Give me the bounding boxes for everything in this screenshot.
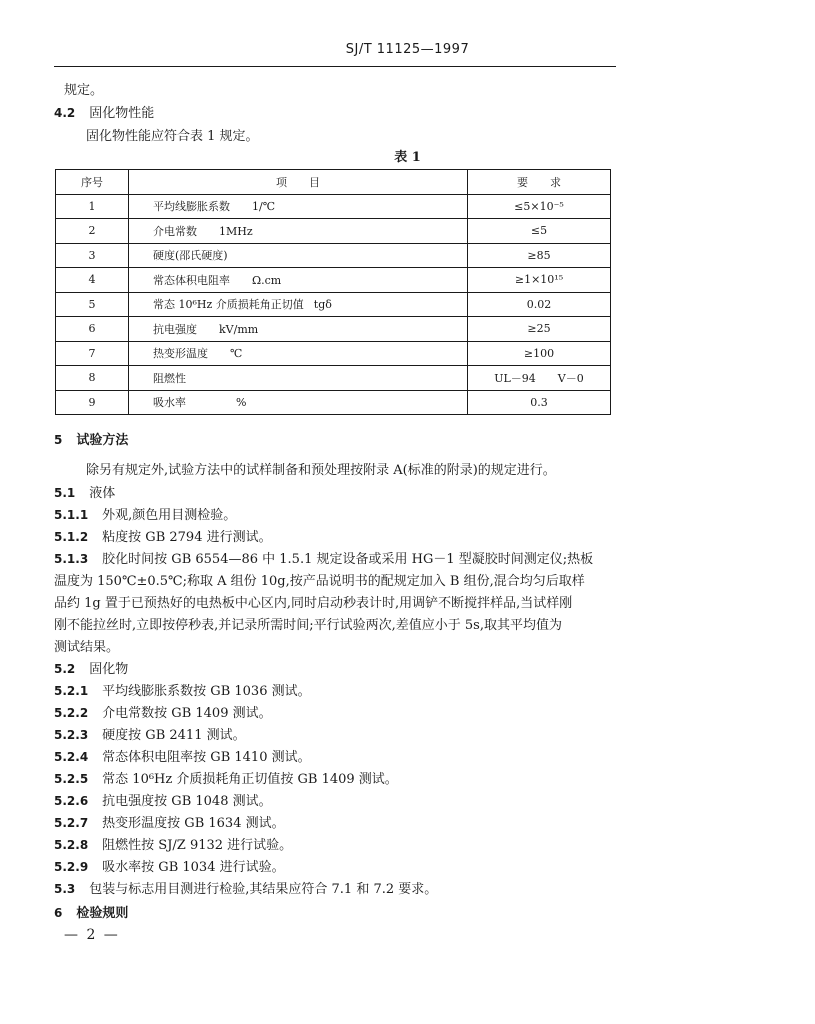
clause-text: 常态 10⁶Hz 介质损耗角正切值按 GB 1409 测试。 (102, 772, 398, 787)
row-number: 6 (56, 317, 129, 342)
header-cell: 序号 (56, 170, 129, 195)
table-header-row (56, 170, 611, 195)
section-title: 固化物性能 (89, 106, 155, 121)
clause-number: 5.1.2 (54, 530, 89, 544)
item-name: 常态体积电阻率 (153, 273, 230, 287)
clause-5-2-1 (54, 683, 311, 700)
section-title: 检验规则 (76, 906, 129, 921)
section-5-intro: 除另有规定外,试验方法中的试样制备和预处理按附录 A(标准的附录)的规定进行。 (86, 463, 556, 478)
clause-5-2-5 (54, 771, 398, 788)
clause-number: 5.3 (54, 882, 76, 896)
table-row (56, 268, 611, 293)
item-name: 常态 10⁶Hz 介质损耗角正切值 (153, 298, 304, 312)
row-requirement: ≤5×10⁻⁵ (468, 194, 611, 219)
section-6-heading (54, 905, 128, 922)
section-5-1-heading (54, 485, 115, 502)
row-requirement: ≥25 (468, 317, 611, 342)
row-requirement: ≥85 (468, 243, 611, 268)
table-row (56, 341, 611, 366)
clause-text-line: 品约 1g 置于已预热好的电热板中心区内,同时启动秒表计时,用调铲不断搅拌样品,当试样刚 (54, 596, 573, 611)
row-number: 9 (56, 390, 129, 415)
section-5-2-heading (54, 661, 128, 678)
row-item (129, 341, 468, 366)
item-name: 吸水率 (153, 396, 186, 410)
clause-5-3 (54, 881, 437, 898)
header-cell: 项 目 (129, 170, 468, 195)
row-item (129, 366, 468, 391)
row-requirement: 0.02 (468, 292, 611, 317)
row-requirement: ≤5 (468, 219, 611, 244)
row-item (129, 194, 468, 219)
page-number: — 2 — (64, 927, 120, 943)
section-number: 5.2 (54, 662, 76, 676)
row-number: 2 (56, 219, 129, 244)
row-requirement: 0.3 (468, 390, 611, 415)
row-item (129, 292, 468, 317)
clause-text: 包装与标志用目测进行检验,其结果应符合 7.1 和 7.2 要求。 (89, 882, 438, 897)
table-row (56, 390, 611, 415)
section-number: 6 (54, 906, 63, 920)
item-name: 平均线膨胀系数 (153, 200, 230, 214)
row-item (129, 219, 468, 244)
clause-number: 5.2.7 (54, 816, 89, 830)
item-unit: 1MHz (219, 224, 253, 238)
row-requirement: UL－94 V－0 (468, 366, 611, 391)
clause-text: 抗电强度按 GB 1048 测试。 (102, 794, 272, 809)
clause-text: 平均线膨胀系数按 GB 1036 测试。 (102, 684, 311, 699)
section-4-2-heading (54, 105, 154, 122)
clause-number: 5.2.5 (54, 772, 89, 786)
section-number: 5.1 (54, 486, 76, 500)
clause-text: 热变形温度按 GB 1634 测试。 (102, 816, 285, 831)
row-number: 3 (56, 243, 129, 268)
clause-number: 5.1.3 (54, 552, 89, 566)
clause-text-line: 胶化时间按 GB 6554—86 中 1.5.1 规定设备或采用 HG－1 型凝胶时间测定仪;热板 (102, 552, 594, 567)
section-title: 液体 (89, 486, 116, 501)
clause-5-1-3 (54, 551, 593, 568)
clause-5-2-2 (54, 705, 272, 722)
item-unit: tgδ (313, 298, 332, 312)
row-item (129, 243, 468, 268)
properties-table (55, 169, 611, 415)
standard-code-header: SJ/T 11125—1997 (345, 42, 470, 57)
item-name: 抗电强度 (153, 322, 197, 336)
clause-text: 硬度按 GB 2411 测试。 (102, 728, 246, 743)
clause-text-line: 测试结果。 (54, 640, 120, 655)
section-number: 4.2 (54, 106, 76, 120)
clause-5-2-6 (54, 793, 272, 810)
header-rule (54, 66, 616, 67)
clause-5-2-7 (54, 815, 285, 832)
row-item (129, 268, 468, 293)
clause-number: 5.2.8 (54, 838, 89, 852)
clause-text: 外观,颜色用目测检验。 (102, 508, 237, 523)
header-cell: 要 求 (468, 170, 611, 195)
item-name: 阻燃性 (153, 371, 186, 385)
section-title: 试验方法 (76, 433, 129, 448)
clause-text: 粘度按 GB 2794 进行测试。 (102, 530, 272, 545)
clause-5-2-4 (54, 749, 311, 766)
row-item (129, 317, 468, 342)
section-title: 固化物 (89, 662, 129, 677)
clause-text: 介电常数按 GB 1409 测试。 (102, 706, 272, 721)
item-unit: 1/℃ (252, 200, 276, 214)
item-unit: ℃ (230, 347, 243, 361)
clause-text: 阻燃性按 SJ/Z 9132 进行试验。 (102, 838, 293, 853)
row-requirement: ≥100 (468, 341, 611, 366)
item-unit: % (236, 396, 247, 410)
row-number: 1 (56, 194, 129, 219)
clause-text: 吸水率按 GB 1034 进行试验。 (102, 860, 285, 875)
table-row (56, 366, 611, 391)
table-row (56, 292, 611, 317)
item-unit: Ω.cm (252, 273, 282, 287)
clause-number: 5.2.3 (54, 728, 89, 742)
section-5-heading (54, 432, 128, 449)
intro-tail: 规定。 (64, 83, 104, 98)
clause-text: 常态体积电阻率按 GB 1410 测试。 (102, 750, 311, 765)
item-unit: kV/mm (219, 322, 259, 336)
clause-5-1-1 (54, 507, 236, 524)
table-row (56, 219, 611, 244)
row-number: 4 (56, 268, 129, 293)
section-4-2-text: 固化物性能应符合表 1 规定。 (86, 129, 259, 144)
clause-number: 5.2.4 (54, 750, 89, 764)
table-row (56, 243, 611, 268)
clause-5-2-3 (54, 727, 246, 744)
clause-number: 5.1.1 (54, 508, 89, 522)
row-number: 5 (56, 292, 129, 317)
row-requirement: ≥1×10¹⁵ (468, 268, 611, 293)
item-name: 热变形温度 (153, 347, 208, 361)
table-caption: 表 1 (394, 150, 421, 165)
clause-number: 5.2.1 (54, 684, 89, 698)
clause-5-2-9 (54, 859, 285, 876)
clause-number: 5.2.9 (54, 860, 89, 874)
clause-number: 5.2.6 (54, 794, 89, 808)
section-number: 5 (54, 433, 63, 447)
row-item (129, 390, 468, 415)
clause-5-2-8 (54, 837, 292, 854)
table-row (56, 194, 611, 219)
item-name: 硬度(邵氏硬度) (153, 249, 228, 263)
clause-number: 5.2.2 (54, 706, 89, 720)
item-name: 介电常数 (153, 224, 197, 238)
row-number: 8 (56, 366, 129, 391)
row-number: 7 (56, 341, 129, 366)
clause-5-1-2 (54, 529, 272, 546)
clause-text-line: 刚不能拉丝时,立即按停秒表,并记录所需时间;平行试验两次,差值应小于 5s,取其平均值为 (54, 618, 562, 633)
clause-text-line: 温度为 150℃±0.5℃;称取 A 组份 10g,按产品说明书的配规定加入 B 组份,混合均匀后取样 (54, 574, 585, 589)
table-row (56, 317, 611, 342)
